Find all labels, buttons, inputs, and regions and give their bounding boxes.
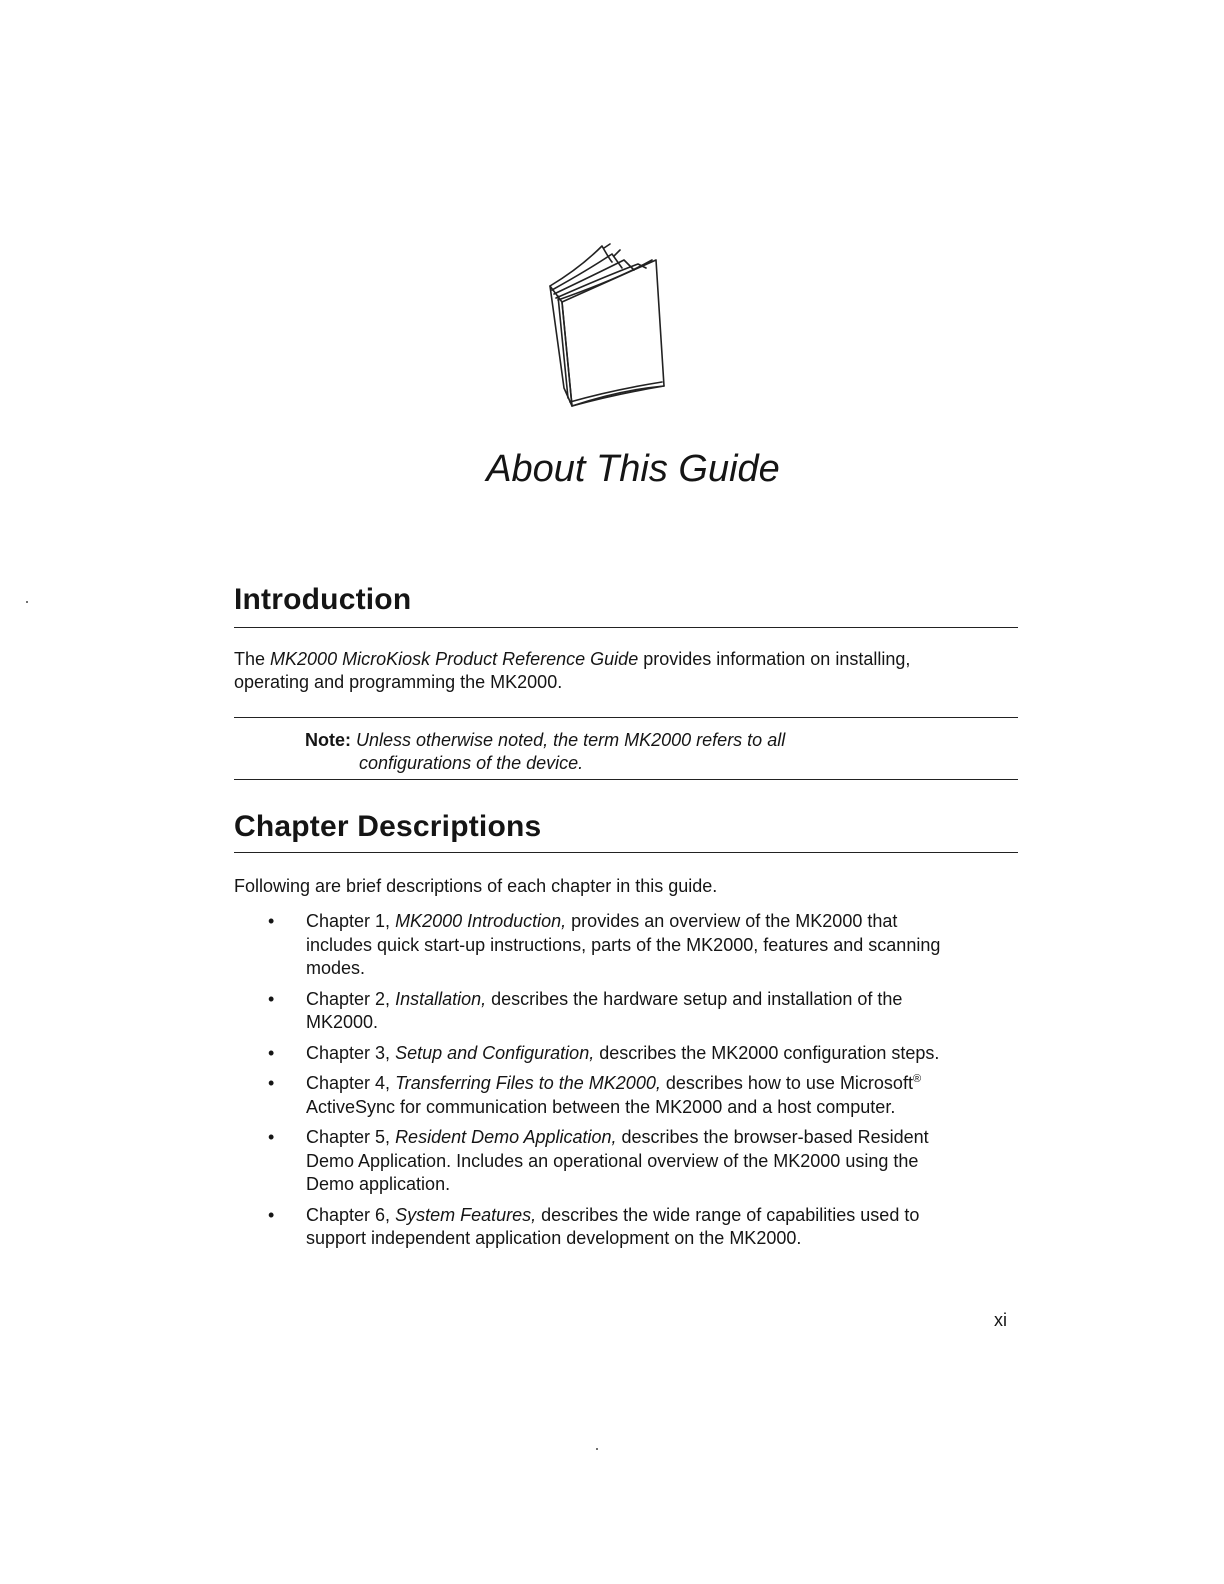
chapter-item-4 [234, 1072, 1024, 1119]
chapter-desc-line1: describes the wide range of capabilities used to [536, 1204, 920, 1225]
chapter-desc-line1: describes the MK2000 configuration steps. [594, 1042, 940, 1063]
bullet: • [268, 1042, 275, 1063]
chapter-desc-line1: describes the hardware setup and installation of the [486, 988, 903, 1009]
chapter-desc-line2: includes quick start-up instructions, parts of the MK2000, features and scanning [306, 934, 941, 955]
chapter-title: Installation, [395, 988, 487, 1009]
registered-mark: ® [912, 1073, 922, 1085]
chapter-title: Resident Demo Application, [395, 1127, 617, 1147]
chapter-prefix: Chapter 6, [306, 1204, 396, 1225]
chapter-list [234, 910, 1024, 1258]
introduction-paragraph [234, 648, 1024, 694]
note-text-line2: configurations of the device. [359, 753, 584, 773]
chapter-item-3 [234, 1042, 1024, 1066]
chapter-prefix: Chapter 3, [306, 1042, 396, 1063]
chapter-desc-line2: Demo Application. Includes an operational overview of the MK2000 using the [306, 1150, 919, 1171]
chapter-descriptions-heading: Chapter Descriptions [234, 810, 542, 843]
book-icon [540, 238, 680, 413]
chapter-prefix: Chapter 4, [306, 1073, 396, 1093]
guide-title: MK2000 MicroKiosk Product Reference Guide [270, 649, 639, 669]
chapter-title: Transferring Files to the MK2000, [395, 1073, 661, 1093]
intro-text-line1: provides information on installing, [638, 649, 911, 669]
chapter-item-5 [234, 1126, 1024, 1197]
chapter-descriptions-rule [234, 852, 1018, 853]
chapter-desc-line3: Demo application. [306, 1174, 451, 1194]
chapter-desc-line2: support independent application development on the MK2000. [306, 1228, 802, 1248]
chapter-desc-line1: describes the browser-based Resident [616, 1127, 929, 1147]
intro-text-line2: operating and programming the MK2000. [234, 672, 563, 692]
note-block [305, 729, 865, 775]
note-top-rule [234, 717, 1018, 718]
scan-speck [596, 1448, 598, 1450]
bullet: • [268, 1127, 275, 1147]
note-text-line1: Unless otherwise noted, the term MK2000 refers to all [351, 730, 786, 750]
chapter-prefix: Chapter 5, [306, 1127, 396, 1147]
chapter-item-1 [234, 910, 1024, 981]
chapter-item-6 [234, 1204, 1024, 1251]
bullet: • [268, 1073, 275, 1093]
chapter-desc-line1: describes how to use Microsoft [660, 1073, 913, 1093]
scan-speck [26, 601, 28, 603]
chapter-desc-line2: MK2000. [306, 1012, 379, 1032]
bullet: • [268, 911, 275, 931]
chapters-intro: Following are brief descriptions of each chapter in this guide. [234, 876, 718, 896]
chapter-desc-line2: ActiveSync for communication between the MK2000 and a host computer. [306, 1096, 896, 1117]
chapter-desc-line1: provides an overview of the MK2000 that [566, 911, 898, 931]
chapter-title: MK2000 Introduction, [395, 911, 567, 931]
chapter-desc-line3: modes. [306, 958, 366, 978]
introduction-heading: Introduction [234, 583, 412, 616]
chapter-prefix: Chapter 1, [306, 911, 396, 931]
bullet: • [268, 988, 275, 1009]
introduction-heading-rule [234, 627, 1018, 628]
chapter-item-2 [234, 988, 1024, 1035]
note-bottom-rule [234, 779, 1018, 780]
chapter-prefix: Chapter 2, [306, 988, 396, 1009]
note-label: Note: [305, 730, 351, 750]
chapter-title: System Features, [395, 1204, 537, 1225]
bullet: • [268, 1204, 275, 1225]
chapter-title: Setup and Configuration, [395, 1042, 595, 1063]
intro-text-prefix: The [234, 649, 271, 669]
page-title: About This Guide [486, 448, 780, 490]
page-number: xi [994, 1310, 1007, 1330]
